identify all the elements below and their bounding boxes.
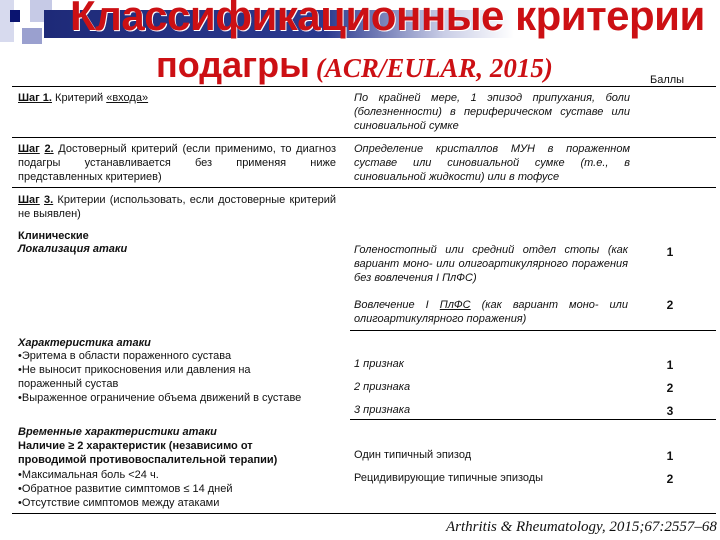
step1-label [18, 91, 338, 105]
timing-option-1: Один типичный эпизод [354, 449, 472, 461]
divider [350, 419, 716, 420]
timing-option-2: Рецидивирующие типичные эпизоды [354, 472, 544, 484]
clinical-heading: Клинические [18, 230, 89, 242]
divider [12, 137, 716, 138]
timing-points-1: 1 [666, 449, 674, 463]
option-text: Вовлечение I [354, 299, 440, 311]
step1-text-underlined: «входа» [106, 92, 149, 104]
step3-title: Шаг [18, 194, 40, 206]
characteristics-heading: Характеристика атаки [18, 337, 151, 349]
timing-item-2: •Обратное развитие симптомов ≤ 14 дней [18, 483, 233, 495]
decor-square-dark [10, 10, 20, 22]
divider [12, 513, 716, 514]
timing-item-3: •Отсутствие симптомов между атаками [18, 497, 220, 509]
localization-points-2: 2 [666, 298, 674, 312]
timing-points-2: 2 [666, 472, 674, 486]
page-title-line1: Классификационные критерии [70, 0, 705, 39]
characteristics-item-1: •Эритема в области пораженного сустава [18, 350, 232, 362]
step1-criterion: По крайней мере, 1 эпизод припухания, боли (болезненности) в периферическом суставе или синовиальной сумке [354, 92, 630, 132]
step3-text: Критерии (использовать, если достоверные критерий не выявлен) [18, 194, 336, 220]
option-text-underlined: ПлФС [439, 299, 471, 311]
step2-text: Достоверный критерий (если применимо, то диагноз подагры устанавливается без применяя ниже представленных критериев) [18, 143, 336, 183]
timing-heading: Временные характеристики атаки [18, 426, 217, 438]
divider [12, 86, 716, 87]
title-main: подагры [156, 44, 310, 85]
characteristics-points-1: 1 [666, 358, 674, 372]
step2-number: 2. [44, 143, 54, 155]
timing-item-1: •Максимальная боль <24 ч. [18, 469, 159, 481]
localization-heading: Локализация атаки [18, 243, 128, 255]
timing-condition-line1: Наличие ≥ 2 характеристик (независимо от [18, 440, 253, 452]
step2-title: Шаг [18, 143, 40, 155]
step1-title: Шаг 1. [18, 92, 52, 104]
divider [12, 187, 716, 188]
option-text: (как вариант моно- или олигоартикулярного поражения) [354, 299, 629, 325]
page-title-line2 [156, 44, 553, 86]
title-sub: (ACR/EULAR, 2015) [315, 53, 553, 83]
characteristics-points-2: 2 [666, 381, 674, 395]
points-column-header: Баллы [650, 74, 685, 86]
characteristics-item-3: •Выраженное ограничение объема движений в суставе [18, 392, 302, 404]
step3-number: 3. [44, 194, 54, 206]
timing-condition-line2: проводимой противовоспалительной терапии) [18, 454, 278, 466]
decor-square-light [22, 28, 42, 44]
characteristics-option-3: 3 признака [354, 404, 411, 416]
localization-points-1: 1 [666, 245, 674, 259]
divider [350, 330, 716, 331]
step1-text: Критерий [55, 92, 104, 104]
characteristics-item-2: •Не выносит прикосновения или давления на пораженный сустав [18, 364, 251, 390]
characteristics-option-2: 2 признака [354, 381, 411, 393]
step3-label [18, 193, 336, 221]
localization-option-1: Голеностопный или средний отдел стопы (как вариант моно- или олигоартикулярного поражения без вовлечения I ПлФС) [354, 244, 628, 284]
step2-label [18, 142, 336, 184]
citation: Arthritis & Rheumatology, 2015;67:2557–68 [446, 519, 717, 535]
localization-option-2 [354, 298, 628, 326]
characteristics-option-1: 1 признак [354, 358, 404, 370]
characteristics-points-3: 3 [666, 404, 674, 418]
step2-criterion: Определение кристаллов МУН в пораженном суставе или синовиальной сумке (т.е., в синовиальной жидкости) или в тофусе [354, 143, 630, 183]
